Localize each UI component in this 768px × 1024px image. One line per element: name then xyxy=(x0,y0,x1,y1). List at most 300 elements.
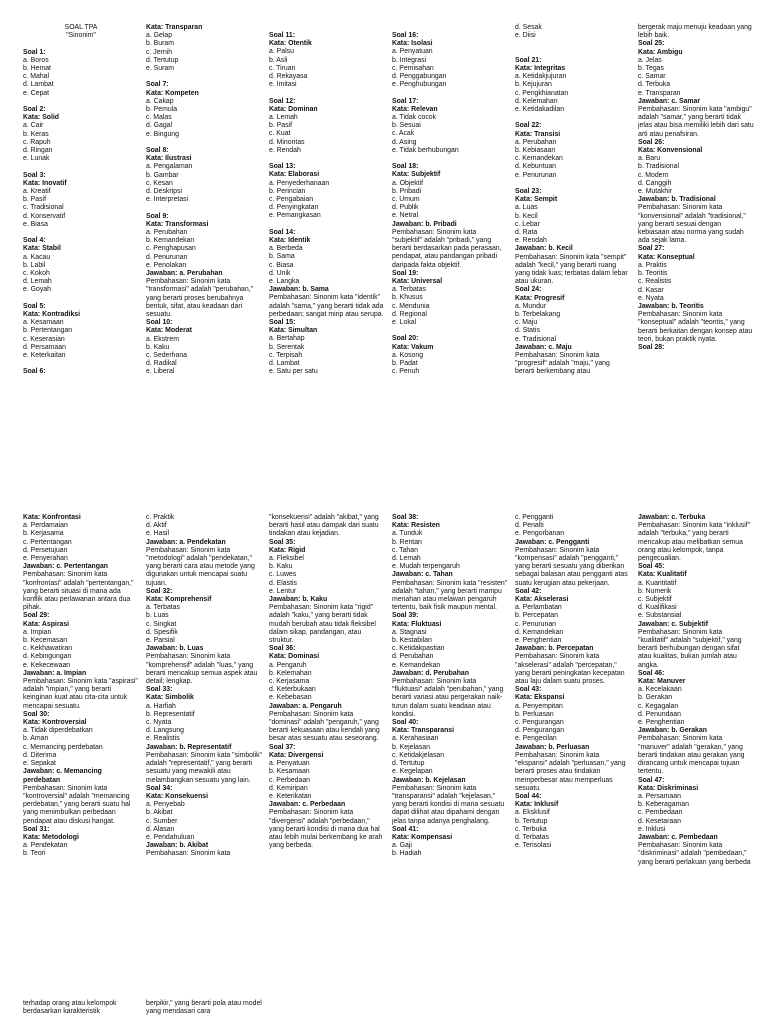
text-line: c. Kokoh xyxy=(23,270,50,278)
text-line: c. Penuh xyxy=(392,368,420,376)
bold-line: Jawaban: c. Pembedaan xyxy=(638,833,718,841)
spacer xyxy=(515,180,631,188)
text-line: Pembahasan: Sinonim kata "divergensi" adalah "perbedaan," yang berarti kondisi di mana dua hal atau lebih mulai berkembang ke arah yang berbeda. xyxy=(269,809,383,850)
text-column-8 xyxy=(146,514,262,859)
text-line: c. Umum xyxy=(392,196,420,204)
bold-line: Soal 8: xyxy=(146,147,169,155)
bold-line: Kata: Simultan xyxy=(269,327,318,335)
text-line: d. Persamaan xyxy=(23,343,66,351)
text-line: c. Tahan xyxy=(392,546,418,554)
text-line: d. Penurunan xyxy=(146,253,188,261)
bold-line: Soal 46: xyxy=(638,669,665,677)
bold-line: Soal 18: xyxy=(392,163,419,171)
text-line: Pembahasan: Sinonim kata "subjektif" adalah "pribadi," yang berarti berdasarkan pada perasaan, pendapat, atau pandangan pribadi daripada fakta objektif. xyxy=(392,228,502,269)
text-line: c. Praktik xyxy=(146,514,175,521)
text-line: a. Perubahan xyxy=(146,229,188,237)
bold-line: Kata: Konfrontasi xyxy=(23,514,81,521)
text-line: d. Rekayasa xyxy=(269,73,308,81)
text-line: a. Kerahasiaan xyxy=(392,735,439,743)
text-line: Pembahasan: Sinonim kata "kualitatif" adalah "subjektif," yang berarti berhubungan dengan sifat atau kualitas, bukan jumlah atau angka. xyxy=(638,628,742,669)
text-line: e. Transparan xyxy=(638,89,681,97)
text-line: e. Penghentian xyxy=(515,637,562,645)
text-line: e. Realistis xyxy=(146,735,180,743)
text-line: b. Kejujuran xyxy=(515,81,552,89)
text-line: d. Minoritas xyxy=(269,138,305,146)
bold-line: Soal 40: xyxy=(392,719,419,727)
text-line: Pembahasan: Sinonim kata "akselerasi" adalah "percepatan," yang berarti peningkatan kecepatan atau laju dalam suatu proses. xyxy=(515,653,625,686)
bold-line: Kata: Divergensi xyxy=(269,751,324,759)
bold-line: Jawaban: c. Tahan xyxy=(392,571,453,579)
bold-line: Kata: Transformasi xyxy=(146,220,209,228)
bold-line: Kata: Transisi xyxy=(515,130,561,138)
text-line: b. Keberagaman xyxy=(638,801,689,809)
bold-line: Soal 20: xyxy=(392,335,419,343)
text-line: b. Gerakan xyxy=(638,694,673,702)
text-line: e. Mutakhir xyxy=(638,188,673,196)
text-line: b. Pasif xyxy=(269,122,292,130)
bold-line: Jawaban: a. Perubahan xyxy=(146,270,223,278)
text-line: d. Unik xyxy=(269,269,291,277)
text-line: b. Perluasan xyxy=(515,710,554,718)
text-line: d. Spesifik xyxy=(146,628,178,636)
bold-line: Kata: Inklusif xyxy=(515,801,559,809)
text-line: c. Kekhawatiran xyxy=(23,645,73,653)
text-line: terhadap orang atau kelompok berdasarkan karakteristik xyxy=(23,1000,117,1016)
text-line: d. Ringan xyxy=(23,147,53,155)
text-line: b. Kaku xyxy=(146,343,170,351)
bold-line: Kata: Sempit xyxy=(515,196,558,204)
text-line: d. Kasar xyxy=(638,286,664,294)
text-line: d. Langsung xyxy=(146,727,184,735)
bold-line: Jawaban: b. Akibat xyxy=(146,842,209,850)
text-line: a. Penyempitan xyxy=(515,702,563,710)
text-line: a. Pengaruh xyxy=(269,661,307,669)
text-line: b. Keras xyxy=(23,130,49,138)
bold-line: Soal 21: xyxy=(515,56,542,64)
bold-line: Jawaban: c. Memancing perdebatan xyxy=(23,768,102,784)
bold-line: Soal 17: xyxy=(392,97,419,105)
bold-line: Kata: Universal xyxy=(392,278,443,286)
bold-line: Kata: Ilustrasi xyxy=(146,155,192,163)
spacer xyxy=(23,295,139,303)
text-line: a. Kacau xyxy=(23,253,51,261)
text-line: Pembahasan: Sinonim kata "konseptual" adalah "teoritis," yang berarti berkaitan dengan konsep atau teori, bukan praktik nyata. xyxy=(638,311,753,343)
spacer xyxy=(146,73,262,81)
bold-line: Soal 31: xyxy=(23,825,50,833)
bold-line: Soal 24: xyxy=(515,286,542,294)
text-line: d. Kelemahan xyxy=(515,97,558,105)
text-line: d. Perubahan xyxy=(392,653,434,661)
spacer xyxy=(515,49,631,57)
text-line: b. Rentan xyxy=(392,538,422,546)
text-column-4 xyxy=(392,32,508,376)
text-line: c. Penurunan xyxy=(515,620,556,628)
bold-line: Soal 39: xyxy=(392,612,419,620)
bold-line: Soal 10: xyxy=(146,319,173,327)
bold-line: Kata: Resisten xyxy=(392,522,440,530)
text-line: a. Penyederhanaan xyxy=(269,179,330,187)
bold-line: Soal 5: xyxy=(23,302,46,310)
bold-line: Jawaban: b. Teoritis xyxy=(638,302,704,310)
text-line: c. Kegagalan xyxy=(638,702,679,710)
text-line: a. Gelap xyxy=(146,32,173,40)
text-line: a. Perlambatan xyxy=(515,604,562,612)
text-line: b. Kecil xyxy=(515,212,538,220)
text-line: Pembahasan: Sinonim kata "transformasi" adalah "perubahan," yang berarti proses berubahnya bentuk, sifat, atau keadaan dari sesuatu. xyxy=(146,278,254,319)
text-line: b. Numerik xyxy=(638,587,672,595)
text-line: c. Subjektif xyxy=(638,596,672,604)
bold-line: Kata: Fluktuasi xyxy=(392,620,442,628)
text-line: b. Padat xyxy=(392,360,418,368)
text-line: e. Lentur xyxy=(269,587,297,595)
bold-line: Kata: Integritas xyxy=(515,64,566,72)
spacer xyxy=(23,229,139,237)
bold-line: Jawaban: b. Percepatan xyxy=(515,645,594,653)
text-line: e. Biasa xyxy=(23,220,48,228)
text-line: Pembahasan: Sinonim kata "transparansi" adalah "kejelasan," yang berarti kondisi di mana sesuatu dapat dilihat atau dipahami dengan jelas tanpa adanya penghalang. xyxy=(392,784,505,825)
text-line: e. Satu per satu xyxy=(269,368,318,376)
bold-line: Kata: Identik xyxy=(269,237,311,245)
bold-line: Kata: Konsekuensi xyxy=(146,792,209,800)
bold-line: Soal 16: xyxy=(392,32,419,39)
text-line: a. Tunduk xyxy=(392,530,423,538)
text-column-2 xyxy=(146,24,262,377)
text-column-6 xyxy=(638,24,754,352)
text-line: c. Sumber xyxy=(146,817,178,825)
text-line: a. Terbatas xyxy=(146,604,180,612)
text-line: c. Keserasian xyxy=(23,335,65,343)
text-line: d. Asing xyxy=(392,138,417,146)
text-line: a. Persamaan xyxy=(638,792,681,800)
bold-line: Jawaban: b. Kecil xyxy=(515,245,573,253)
text-line: a. Praktis xyxy=(638,261,667,269)
spacer xyxy=(392,327,508,335)
bold-line: Kata: Komprehensif xyxy=(146,596,212,604)
text-line: Pembahasan: Sinonim kata "ekspansi" adalah "perluasan," yang berarti proses atau tindakan memperbesar atau memperluas sesuatu. xyxy=(515,751,626,792)
text-line: a. Stagnasi xyxy=(392,628,427,636)
text-line: d. Penalti xyxy=(515,522,544,530)
bold-line: Soal 34: xyxy=(146,784,173,792)
bold-line: Kata: Stabil xyxy=(23,245,61,253)
bold-line: Soal 4: xyxy=(23,237,46,245)
bold-line: Jawaban: b. Tradisional xyxy=(638,196,716,204)
text-line: c. Singkat xyxy=(146,620,177,628)
spacer xyxy=(269,155,385,163)
text-line: c. Tiruan xyxy=(269,64,296,72)
text-line: Pembahasan: Sinonim kata xyxy=(146,850,231,858)
text-line: e. Keterikatan xyxy=(269,792,312,800)
text-line: b. Kaku xyxy=(269,563,293,571)
text-line: Pembahasan: Sinonim kata "metodologi" adalah "pendekatan," yang berarti cara atau metode yang digunakan untuk mencapai suatu tujuan. xyxy=(146,546,255,587)
text-line: d. Kesetaraan xyxy=(638,817,681,825)
text-line: Pembahasan: Sinonim kata "diskriminasi" adalah "pembedaan," yang berarti perlakuan yang berbeda xyxy=(638,842,751,866)
text-line: b. Percepatan xyxy=(515,612,558,620)
text-column-10 xyxy=(392,514,508,859)
spacer xyxy=(269,89,385,97)
text-line: e. Penghentian xyxy=(638,719,685,727)
bold-line: Kata: Subjektif xyxy=(392,171,441,179)
bold-line: Soal 28: xyxy=(638,343,665,351)
text-line: d. Terbuka xyxy=(638,81,671,89)
text-line: a. Objektif xyxy=(392,179,424,187)
bold-line: Soal 36: xyxy=(269,645,296,653)
text-line: Pembahasan: Sinonim kata "sempit" adalah "kecil," yang berarti ruang yang tidak luas; terbatas dalam lebar atau ukuran. xyxy=(515,253,628,286)
text-line: a. Impian xyxy=(23,628,52,636)
bold-line: Jawaban: b. Kejelasan xyxy=(392,776,466,784)
text-line: d. Lambat xyxy=(269,360,300,368)
text-line: e. Netral xyxy=(392,212,419,220)
bold-line: Kata: Solid xyxy=(23,114,59,122)
text-column-7 xyxy=(23,514,139,859)
text-line: b. Hemat xyxy=(23,65,51,72)
spacer xyxy=(515,114,631,122)
text-line: e. Langka xyxy=(269,278,300,286)
text-line: c. Modern xyxy=(638,171,669,179)
text-line: a. Perdamaian xyxy=(23,522,68,530)
text-line: c. Terbuka xyxy=(515,825,547,833)
text-line: e. Lunak xyxy=(23,155,50,163)
text-line: c. Pemisahan xyxy=(392,64,434,72)
text-line: b. Sama xyxy=(269,253,295,261)
bold-line: Kata: Rigid xyxy=(269,546,306,554)
bold-line: Soal 33: xyxy=(146,686,173,694)
text-line: c. Pengurangan xyxy=(515,719,564,727)
text-line: e. Penyerahan xyxy=(23,555,68,563)
bold-line: Kata: Kompeten xyxy=(146,89,199,97)
text-line: b. Buram xyxy=(146,40,174,48)
text-line: Pembahasan: Sinonim kata "komprehensif" adalah "luas," yang berarti mencakup semua aspek atau detail; lengkap. xyxy=(146,653,258,686)
text-line: e. Imitasi xyxy=(269,81,297,89)
text-line: bergerak maju menuju keadaan yang lebih baik. xyxy=(638,24,752,40)
text-line: e. Cepat xyxy=(23,89,50,97)
text-column-14 xyxy=(146,1000,262,1016)
text-line: d. Deskripsi xyxy=(146,188,182,196)
text-line: e. Penghubungan xyxy=(392,81,447,89)
text-line: a. Luas xyxy=(515,204,538,212)
text-line: d. Kemandekan xyxy=(515,628,564,636)
text-line: b. Kelemahan xyxy=(269,669,312,677)
text-line: Pembahasan: Sinonim kata "simbolik" adalah "representatif," yang berarti sesuatu yang mewakili atau melambangkan sesuatu yang lain. xyxy=(146,751,262,784)
bold-line: Soal 14: xyxy=(269,228,296,236)
text-line: d. Regional xyxy=(392,310,427,318)
text-line: d. Persetujuan xyxy=(23,546,68,554)
text-line: b. Pribadi xyxy=(392,187,422,195)
text-line: e. Pemangkasan xyxy=(269,212,321,220)
text-line: c. Pengabaian xyxy=(269,196,314,204)
text-column-12 xyxy=(638,514,754,867)
text-line: SOAL TPA xyxy=(64,24,98,31)
text-line: c. Malas xyxy=(146,114,172,122)
text-line: e. Kebebasan xyxy=(269,694,312,702)
bold-line: Jawaban: b. Pribadi xyxy=(392,220,457,228)
text-line: a. Boros xyxy=(23,56,49,64)
text-line: e. Kekecewaan xyxy=(23,661,71,669)
text-line: e. Keterkaitan xyxy=(23,352,66,360)
text-line: a. Gaji xyxy=(392,842,412,850)
text-line: Pembahasan: Sinonim kata "fluktuasi" adalah "perubahan," yang berarti variasi atau pergerakan naik-turun dalam suatu keadaan atau kondisi. xyxy=(392,678,504,718)
text-line: Pembahasan: Sinonim kata "rigid" adalah "kaku," yang berarti tidak mudah berubah atau tidak fleksibel dalam sikap, pandangan, atau struktur. xyxy=(269,604,376,645)
text-line: c. Terpisah xyxy=(269,351,303,359)
spacer xyxy=(23,98,139,106)
spacer xyxy=(392,155,508,163)
bold-line: Soal 30: xyxy=(23,710,50,718)
bold-line: Kata: Transparan xyxy=(146,24,203,31)
text-line: d. Penyingkatan xyxy=(269,204,319,212)
text-line: a. Fleksibel xyxy=(269,555,304,563)
text-line: b. Pasif xyxy=(23,196,46,204)
text-line: b. Hadiah xyxy=(392,850,422,858)
text-line: b. Kerjasama xyxy=(23,530,64,538)
text-line: e. Ketidakadilan xyxy=(515,106,565,113)
text-line: a. Pengalaman xyxy=(146,163,193,171)
text-line: Pembahasan: Sinonim kata "progresif" adalah "maju," yang berarti berkembang atau xyxy=(515,352,610,376)
text-line: c. Maju xyxy=(515,319,538,327)
bold-line: Jawaban: d. Perubahan xyxy=(392,669,469,677)
bold-line: Kata: Konseptual xyxy=(638,253,695,261)
text-line: b. Khusus xyxy=(392,294,423,302)
text-line: a. Lemah xyxy=(269,114,298,122)
text-line: c. Biasa xyxy=(269,261,294,269)
spacer xyxy=(146,204,262,212)
text-line: a. Ekstrem xyxy=(146,335,179,343)
text-line: c. Perbedaan xyxy=(269,776,310,784)
bold-line: Soal 1: xyxy=(23,48,46,56)
bold-line: Soal 22: xyxy=(515,122,542,130)
bold-line: Kata: Simbolik xyxy=(146,694,194,702)
text-line: d. Lambat xyxy=(23,81,54,89)
bold-line: Soal 47: xyxy=(638,776,665,784)
text-column-3 xyxy=(269,32,385,376)
bold-line: Kata: Manuver xyxy=(638,678,686,686)
text-line: e. Mudah terpengaruh xyxy=(392,563,460,571)
spacer xyxy=(146,139,262,147)
text-line: b. Gambar xyxy=(146,171,179,179)
text-line: d. Keterbukaan xyxy=(269,686,316,694)
bold-line: Jawaban: c. Subjektif xyxy=(638,620,709,628)
text-line: c. Memancing perdebatan xyxy=(23,743,103,751)
bold-line: Jawaban: c. Samar xyxy=(638,97,701,105)
bold-line: Soal 9: xyxy=(146,212,169,220)
text-line: a. Kesamaan xyxy=(23,319,64,327)
text-line: c. Lebar xyxy=(515,220,540,228)
text-line: b. Aman xyxy=(23,735,49,743)
bold-line: Kata: Dominan xyxy=(269,105,318,113)
text-line: a. Tidak cocok xyxy=(392,114,437,122)
text-line: d. Aktif xyxy=(146,522,167,530)
text-line: e. Diisi xyxy=(515,32,536,40)
bold-line: Kata: Ambigu xyxy=(638,48,683,56)
text-line: c. Nyata xyxy=(146,719,172,727)
text-line: c. Rapuh xyxy=(23,138,51,146)
text-line: d. Publik xyxy=(392,204,419,212)
text-line: b. Teoritis xyxy=(638,270,668,278)
text-line: a. Terbatas xyxy=(392,286,426,294)
text-line: a. Palsu xyxy=(269,48,294,56)
text-line: d. Kebingungan xyxy=(23,653,72,661)
text-line: c. Pembedaan xyxy=(638,809,683,817)
text-line: c. Pertentangan xyxy=(23,538,72,546)
text-line: b. Pertentangan xyxy=(23,327,73,335)
text-line: c. Pengganti xyxy=(515,514,554,521)
bold-line: Soal 35: xyxy=(269,538,296,546)
text-column-13 xyxy=(23,1000,139,1016)
text-line: e. Liberal xyxy=(146,368,175,376)
text-line: b. Kemandekan xyxy=(146,237,195,245)
text-line: d. Sesak xyxy=(515,24,542,31)
text-line: b. Perincian xyxy=(269,187,306,195)
text-line: b. Kestabilan xyxy=(392,637,432,645)
spacer xyxy=(23,40,139,48)
text-line: a. Penyebab xyxy=(146,801,185,809)
bold-line: Jawaban: a. Pengaruh xyxy=(269,702,342,710)
text-line: b. Terbelakang xyxy=(515,311,561,319)
bold-line: Jawaban: c. Terbuka xyxy=(638,514,706,521)
text-line: Pembahasan: Sinonim kata "aspirasi" adalah "impian," yang berarti keinginan kuat atau cita-cita untuk mencapai sesuatu. xyxy=(23,678,138,710)
text-line: a. Baru xyxy=(638,155,661,163)
bold-line: Jawaban: b. Sama xyxy=(269,286,329,294)
bold-line: Soal 7: xyxy=(146,81,169,89)
bold-line: Soal 3: xyxy=(23,171,46,179)
bold-line: Kata: Progresif xyxy=(515,294,565,302)
text-line: a. Cair xyxy=(23,122,44,130)
bold-line: Jawaban: b. Representatif xyxy=(146,743,232,751)
text-line: d. Konservatif xyxy=(23,212,66,220)
text-line: c. Kemandekan xyxy=(515,155,563,163)
bold-line: Kata: Kontradiksi xyxy=(23,311,81,319)
bold-line: Kata: Kualitatif xyxy=(638,571,687,579)
text-line: d. Kemiripan xyxy=(269,784,308,792)
text-line: a. Penyatuan xyxy=(269,760,310,768)
text-line: b. Serentak xyxy=(269,343,305,351)
bold-line: Kata: Isolasi xyxy=(392,40,433,48)
bold-line: Soal 43: xyxy=(515,686,542,694)
text-line: b. Akibat xyxy=(146,809,173,817)
bold-line: Kata: Dominasi xyxy=(269,653,320,661)
bold-line: Soal 19: xyxy=(392,269,419,277)
text-line: e. Sepakat xyxy=(23,760,56,768)
bold-line: Kata: Moderat xyxy=(146,327,192,335)
bold-line: Kata: Aspirasi xyxy=(23,620,70,628)
text-line: c. Jernih xyxy=(146,48,173,56)
bold-line: Soal 38: xyxy=(392,514,419,521)
text-line: e. Lokal xyxy=(392,319,417,327)
bold-line: Kata: Konvensional xyxy=(638,147,703,155)
text-line: e. Pendahuluan xyxy=(146,833,195,841)
text-line: d. Tertutup xyxy=(146,56,179,64)
text-line: e. Rendah xyxy=(269,146,301,154)
text-line: b. Pemula xyxy=(146,106,178,114)
text-line: d. Canggih xyxy=(638,179,672,187)
text-column-5 xyxy=(515,24,631,377)
text-line: e. Kegelapan xyxy=(392,768,433,776)
text-line: a. Tidak diperdebatkan xyxy=(23,727,93,735)
bold-line: Jawaban: b. Kaku xyxy=(269,596,328,604)
text-line: b. Integrasi xyxy=(392,56,427,64)
spacer xyxy=(23,163,139,171)
bold-line: Soal 41: xyxy=(392,825,419,833)
bold-line: Kata: Diskriminasi xyxy=(638,784,699,792)
text-line: c. Realistis xyxy=(638,278,672,286)
bold-line: Soal 32: xyxy=(146,587,173,595)
bold-line: Soal 15: xyxy=(269,319,296,327)
text-line: berpikir," yang berarti pola atau model yang mendasari cara xyxy=(146,1000,262,1016)
text-line: b. Kejelasan xyxy=(392,743,430,751)
text-line: b. Kecemasan xyxy=(23,637,68,645)
text-line: e. Kemandekan xyxy=(392,661,441,669)
text-line: a. Kreatif xyxy=(23,188,51,196)
text-line: b. Asli xyxy=(269,56,288,64)
text-line: c. Ketidakpastian xyxy=(392,645,445,653)
